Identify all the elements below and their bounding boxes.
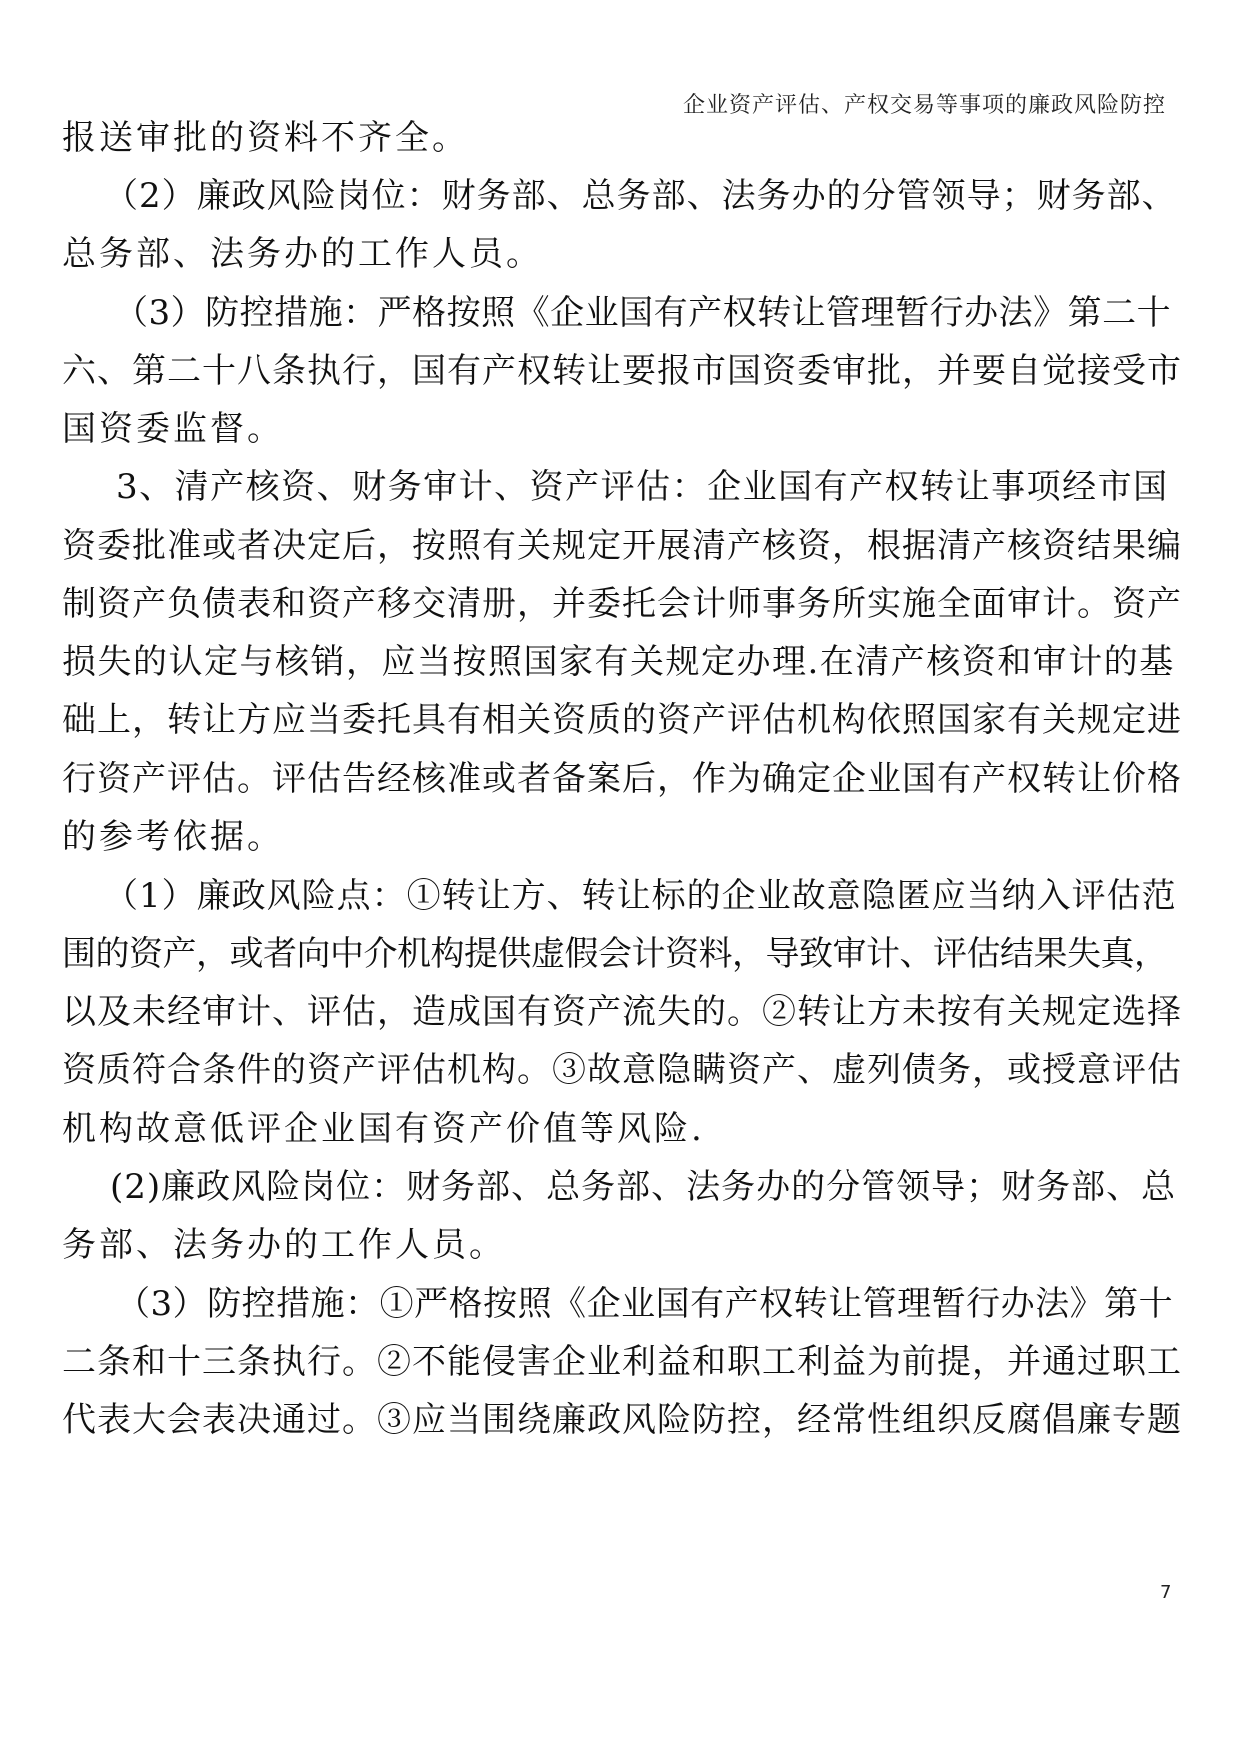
body-line: （3）防控措施：①严格按照《企业国有产权转让管理暂行办法》第十: [116, 1284, 1174, 1324]
body-line: （1）廉政风险点：①转让方、转让标的企业故意隐匿应当纳入评估范: [104, 876, 1177, 916]
body-line: (2)廉政风险岗位：财务部、总务部、法务办的分管领导；财务部、总: [110, 1167, 1177, 1207]
body-line: 以及未经审计、评估，造成国有资产流失的。②转让方未按有关规定选择: [62, 992, 1182, 1032]
body-line: 务部、法务办的工作人员。: [62, 1225, 506, 1265]
body-line: 围的资产，或者向中介机构提供虚假会计资料，导致审计、评估结果失真，: [62, 934, 1168, 974]
body-line: 资质符合条件的资产评估机构。③故意隐瞒资产、虚列债务，或授意评估: [62, 1050, 1182, 1090]
body-line: 制资产负债表和资产移交清册，并委托会计师事务所实施全面审计。资产: [62, 584, 1182, 624]
body-line: 损失的认定与核销，应当按照国家有关规定办理.在清产核资和审计的基: [62, 642, 1175, 682]
body-line: 的参考依据。: [62, 817, 284, 857]
body-line: 总务部、法务办的工作人员。: [62, 234, 543, 274]
page-header: 企业资产评估、产权交易等事项的廉政风险防控: [682, 93, 1166, 118]
body-line: 础上，转让方应当委托具有相关资质的资产评估机构依照国家有关规定进: [62, 700, 1182, 740]
page-number: 7: [1160, 1582, 1172, 1603]
body-line: 代表大会表决通过。③应当围绕廉政风险防控，经常性组织反腐倡廉专题: [62, 1400, 1182, 1440]
body-line: 六、第二十八条执行，国有产权转让要报市国资委审批，并要自觉接受市: [62, 351, 1182, 391]
body-line: （3）防控措施：严格按照《企业国有产权转让管理暂行办法》第二十: [114, 293, 1172, 333]
body-line: 报送审批的资料不齐全。: [62, 118, 469, 158]
body-line: 资委批准或者决定后，按照有关规定开展清产核资，根据清产核资结果编: [62, 526, 1182, 566]
body-line: 国资委监督。: [62, 409, 284, 449]
body-line: 行资产评估。评估告经核准或者备案后，作为确定企业国有产权转让价格: [62, 759, 1182, 799]
body-line: （2）廉政风险岗位：财务部、总务部、法务办的分管领导；财务部、: [104, 176, 1177, 216]
body-line: 二条和十三条执行。②不能侵害企业利益和职工利益为前提，并通过职工: [62, 1342, 1182, 1382]
body-line: 3、清产核资、财务审计、资产评估：企业国有产权转让事项经市国: [116, 467, 1169, 507]
body-line: 机构故意低评企业国有资产价值等风险.: [62, 1109, 705, 1149]
